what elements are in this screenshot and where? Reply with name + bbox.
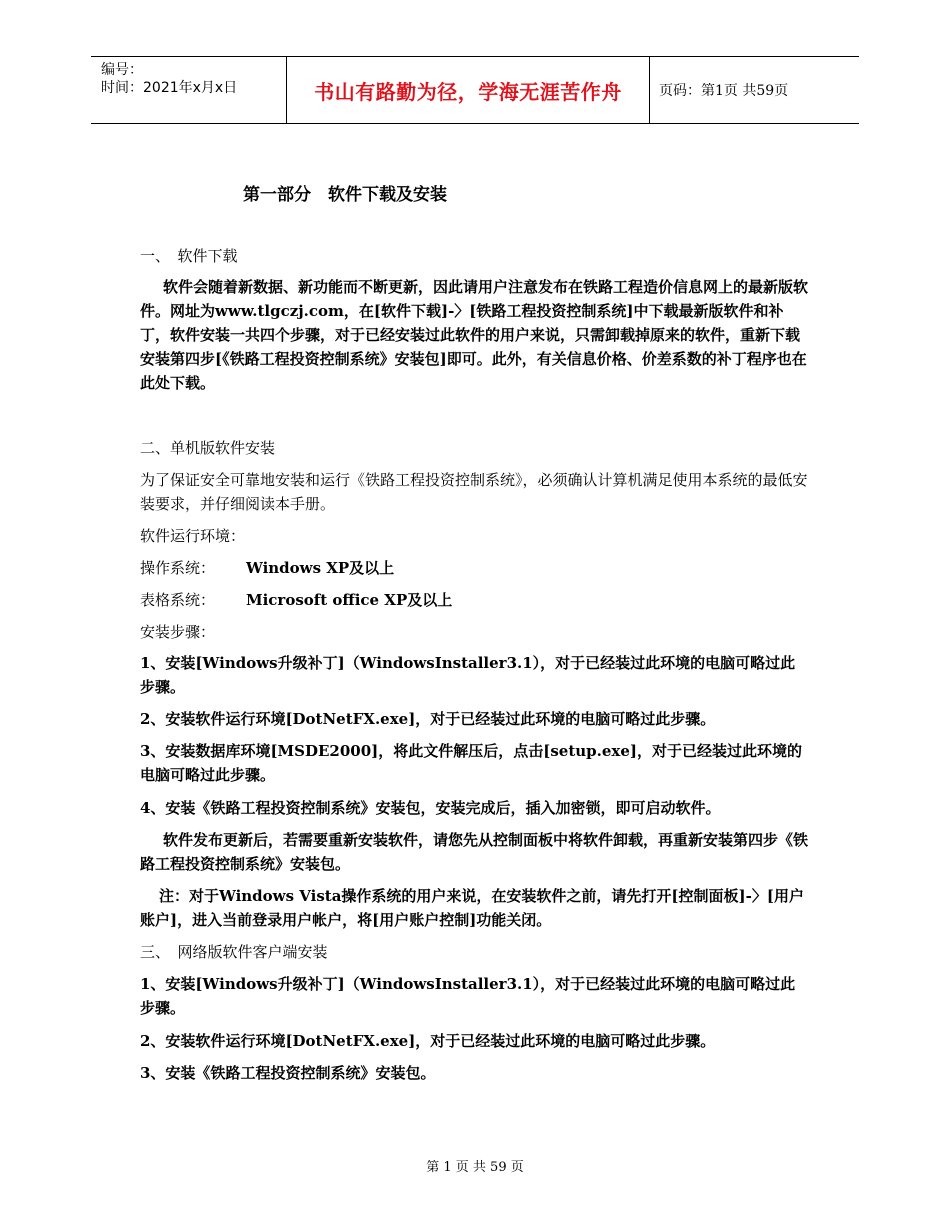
os-row: [140, 556, 810, 580]
vista-note: 注：对于Windows Vista操作系统的用户来说，在安装软件之前，请先打开[控制面板]-〉[用户账户]，进入当前登录用户帐户，将[用户账户控制]功能关闭。: [140, 887, 804, 929]
header-page-info: 页码：第1页 共59页: [659, 83, 789, 99]
section-heading-download: 一、 软件下载: [140, 247, 238, 265]
sheet-label: 表格系统：: [140, 591, 216, 609]
network-step-2: 2、安装软件运行环境[DotNetFX.exe]，对于已经装过此环境的电脑可略过此步骤。: [140, 1032, 716, 1050]
header-divider: [649, 57, 650, 123]
page-title: 第一部分 软件下载及安装: [243, 185, 447, 205]
install-step-1: 1、安装[Windows升级补丁]（WindowsInstaller3.1），对于已经装过此环境的电脑可略过此步骤。: [140, 654, 796, 696]
header-motto: 书山有路勤为径，学海无涯苦作舟: [314, 79, 622, 104]
steps-label: 安装步骤：: [140, 623, 216, 641]
os-label: 操作系统：: [140, 559, 216, 577]
page-footer: 第 1 页 共 59 页: [426, 1160, 524, 1175]
standalone-intro: 为了保证安全可靠地安装和运行《铁路工程投资控制系统》，必须确认计算机满足使用本系统的最低安装要求，并仔细阅读本手册。: [140, 471, 808, 513]
install-step-3: 3、安装数据库环境[MSDE2000]，将此文件解压后，点击[setup.exe]，对于已经装过此环境的电脑可略过此步骤。: [140, 742, 803, 784]
sheet-row: [140, 588, 810, 612]
section-heading-standalone: 二、单机版软件安装: [140, 439, 276, 457]
section-heading-network: 三、 网络版软件客户端安装: [140, 943, 328, 961]
download-paragraph: 软件会随着新数据、新功能而不断更新，因此请用户注意发布在铁路工程造价信息网上的最新版软件。网址为www.tlgczj.com，在[软件下载]-〉[铁路工程投资控制系统]中下载最新版软件和补丁，软件安装一共四个步骤，对于已经安装过此软件的用户来说，只需卸载掉原来的软件，重新下载安装第四步[《铁路工程投资控制系统》安装包]即可。此外，有关信息价格、价差系数的补丁程序也在此处下载。: [140, 278, 809, 392]
header-meta: [101, 61, 237, 97]
sheet-value: Microsoft office XP及以上: [246, 591, 453, 609]
update-note: 软件发布更新后，若需要重新安装软件，请您先从控制面板中将软件卸载，再重新安装第四步《铁路工程投资控制系统》安装包。: [140, 831, 809, 873]
page-header: [91, 56, 859, 124]
os-value: Windows XP及以上: [246, 559, 395, 577]
env-label: 软件运行环境：: [140, 527, 246, 545]
install-step-2: 2、安装软件运行环境[DotNetFX.exe]，对于已经装过此环境的电脑可略过此步骤。: [140, 710, 716, 728]
network-step-3: 3、安装《铁路工程投资控制系统》安装包。: [140, 1064, 436, 1082]
install-step-4: 4、安装《铁路工程投资控制系统》安装包，安装完成后，插入加密锁，即可启动软件。: [140, 799, 721, 817]
serial-label: 编号：: [101, 62, 143, 78]
time-label: 时间：2021年x月x日: [101, 80, 238, 96]
network-step-1: 1、安装[Windows升级补丁]（WindowsInstaller3.1），对于已经装过此环境的电脑可略过此步骤。: [140, 975, 796, 1017]
